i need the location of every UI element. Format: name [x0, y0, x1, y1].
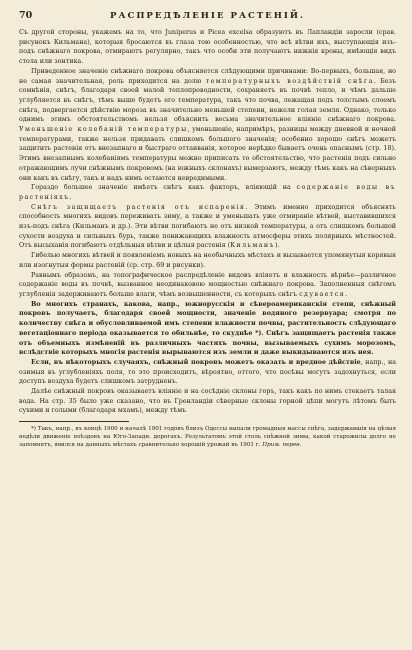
paragraph — [19, 67, 396, 183]
paragraph-text: Гибелью многихъ вѣтвей и появленіемъ новыхъ на необычныхъ мѣстахъ и вызывается упомянутыя корявыя или изогнутыя формы растеній (ср. стр. 69 и рисунки). — [19, 252, 396, 269]
paragraph — [19, 358, 396, 387]
page-number: 70 — [19, 10, 33, 21]
footnote-text: *) Такъ, напр., въ концѣ 1900 и началѣ 1901 годовъ близъ Одессы выпали громадныя массы снѣга, задержавшія на цѣлыя недѣли движеніе поѣздовъ на Юго-Западн. дорогахъ. Результатомъ этой столь снѣжной зимы, какой старожилы долго не запомнятъ, явился на данныхъ мѣстахъ сравнительно хорошій урожай въ 1901 г. — [19, 426, 396, 449]
paragraph-text: ). — [274, 242, 280, 250]
running-title: РАСПРЕДѢЛЕНІЕ РАСТЕНІЙ. — [110, 11, 305, 21]
footnote — [19, 425, 396, 449]
paragraph-text: Далѣе снѣжный покровъ оказываетъ вліяніе и на сосѣдніе склоны горъ, такъ какъ по нимъ стекаетъ талая вода. На стр. 35 было уже сказано, что въ Гренландіи сѣверные склоны горной цѣпи могутъ лѣтомъ быть сухими и голыми (благодаря мхамъ), между тѣмъ — [19, 388, 396, 415]
paragraph-text: температурныхъ воздѣйствій снѣга — [205, 77, 374, 85]
paragraph-text: Уменьшеніе колебаній температуры — [19, 126, 188, 134]
paragraph-text: . — [345, 290, 348, 298]
paragraph — [19, 271, 396, 300]
paragraph — [19, 387, 396, 416]
page-header — [19, 10, 396, 25]
paragraph — [19, 251, 396, 270]
paragraph — [19, 203, 396, 252]
paragraph — [19, 183, 396, 202]
paragraph — [19, 300, 396, 358]
paragraph-text: Кильманъ — [230, 242, 275, 250]
paragraph-text: Если, въ нѣкоторыхъ случаяхъ, снѣжный покровъ можетъ оказать и вредное дѣйствіе — [31, 358, 361, 366]
paragraph-text: Равнымъ образомъ, на топографическое распредѣленіе видовъ вліяетъ и влажность вѣрнѣе—различное содержаніе воды въ почвѣ, вызванное неодинаковою мощностью снѣжнаго покрова. Заполненныя снѣгомъ углубленія задерживаютъ больше влаги, чѣмъ возвышенности, съ которыхъ снѣгъ — [19, 271, 396, 298]
paragraph-text: , напр., на озимыя въ углубленіяхъ поля, то это происходитъ, вѣроятно, оттого, что посѣвы могутъ задохнуться, если доступъ воздуха будетъ слишкомъ затрудненъ. — [19, 358, 396, 386]
body-text — [19, 28, 396, 416]
paragraph-text: . Безъ сомнѣнія, снѣгъ, благодаря своей малой теплопроводности, сохраняетъ въ почвѣ тепло, и чѣмъ дальше углубляется въ снѣгъ, тѣмъ выше будетъ его температура, такъ что почва, лежащая подъ толстымъ слоемъ снѣга, подвергается дѣйствію мороза въ значительно меньшей степени, нежели голая земля. Однако, только однимъ этимъ обстоятельствомъ нельзя объяснить весьма значительное вліяніе снѣжнаго покрова. — [19, 77, 396, 124]
paragraph-text: , уменьшеніе, напримѣръ, разницы между дневной и ночной температурами, также нельзя придавать слишкомъ большого значенія; особенно хорошо снѣгъ можетъ защитить растенія отъ внезапнаго и быстраго оттаиванія, которое нерѣдко бываетъ очень опаснымъ (стр. 18). Этимъ внезапнымъ колебаніямъ температуры можно приписать то обстоятельство, что растенія подъ сильно отражающимъ лучи снѣжнымъ покровомъ (на южныхъ склонахъ) вымерзаютъ, между тѣмъ какъ на сѣверныхъ они какъ въ снѣгу, такъ и надъ нимъ остаются невредимыми. — [19, 126, 396, 182]
footnote-signature: Прим. перев. — [262, 442, 302, 449]
paragraph-text: Приведенное значеніе снѣжнаго покрова объясняется слѣдующими причинами: Во-первыхъ, большая, но не самая значительная, роль приходится на долю — [19, 67, 396, 85]
paragraph-text: . Этимъ именно приходится объяснять способность многихъ видовъ переживать зиму, а также и уменьшать уже отмираніе вѣтвей, выставившихся изъ-подъ снѣга (Кильманъ и др.). Эти вѣтви погибаютъ не отъ низкой температуры, а отъ слишкомъ большой сухости воздуха и сильныхъ бурь, также понижающихъ влажность атмосферы этихъ полярныхъ мѣстностей. Отъ высыханія погибаютъ отдѣльныя вѣтви и цѣлыя растенія ( — [19, 203, 396, 250]
paragraph-text: Снѣгъ защищаетъ растенія отъ испаренія — [31, 203, 246, 211]
paragraph-text: сдувается — [299, 290, 346, 298]
paragraph-text: содержаніе воды въ растеніяхъ. — [19, 184, 396, 201]
paragraph-text: Гораздо большее значеніе имѣетъ снѣгъ какъ факторъ, вліяющій на — [31, 184, 297, 192]
paragraph-text: Съ другой стороны, укажемъ на то, что Juniperus и Picea excelsa образуютъ въ Лапландіи заросли (срав. рисунокъ Кильмана), которыя бросаются въ глаза тою особенностью, что всѣ вѣтви ихъ, выступающія изъ-подъ снѣжнаго покрова, отмираютъ регулярно, такъ что особи эти получаютъ нижнія кроны, имѣющія видъ стола или зонтика. — [19, 29, 396, 66]
paragraph — [19, 28, 396, 67]
footnote-divider — [19, 421, 129, 422]
paragraph-text: Во многихъ странахъ, какова, напр., южнорусскія и сѣвероамериканскія степи, снѣжный покровъ получаетъ, благодаря своей мощности, значеніе водяного резервуара; смотря по количеству снѣга и обусловливаемой имъ степени влажности почвы, растительность слѣдующаго вегетаціоннаго періода оказывается то обильнѣе, то скуднѣе *). Снѣгъ защищаетъ растенія также отъ объемныхъ измѣненій въ различныхъ частяхъ почвы, вызываемыхъ сухимъ морозомъ, вслѣдствіе которыхъ многія растенія вырываются изъ земли и даже выкидываются изъ нея. — [19, 300, 396, 357]
